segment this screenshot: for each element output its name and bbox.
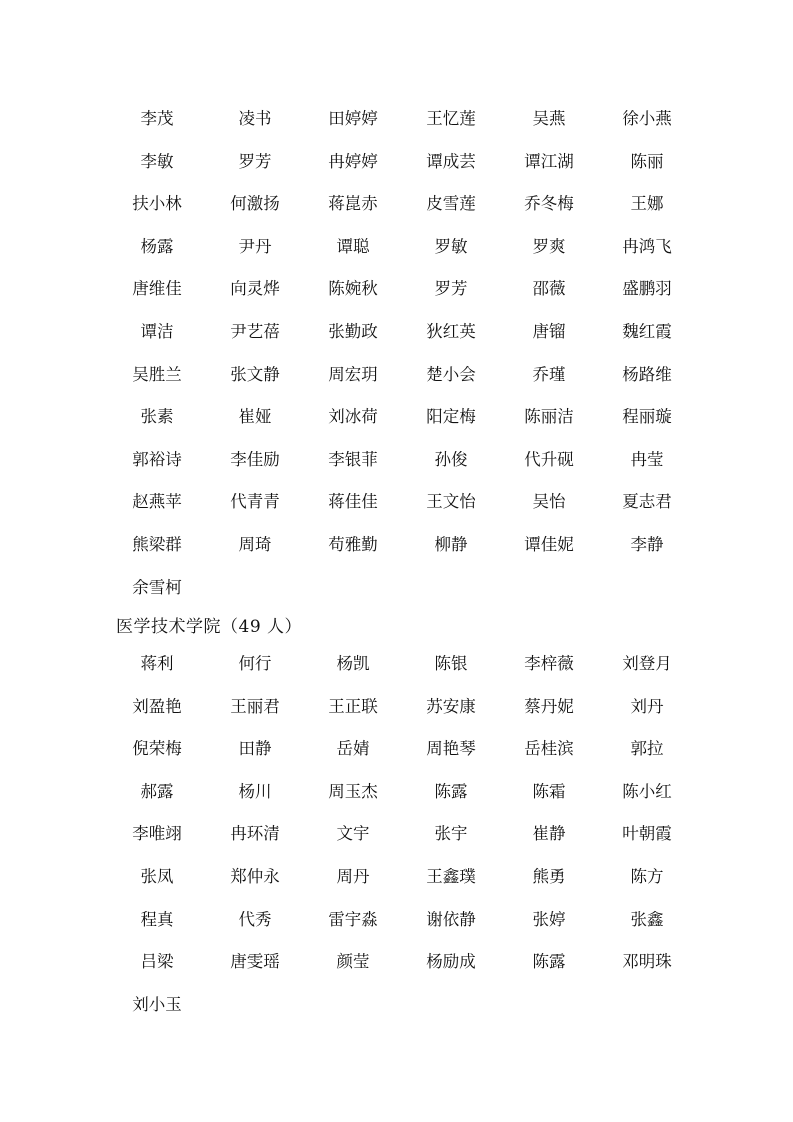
- name-entry: 刘小玉: [132, 994, 182, 1014]
- name-entry: 徐小燕: [622, 109, 672, 128]
- name-entry: 冉鸿飞: [622, 236, 672, 256]
- name-entry: 吴燕: [532, 109, 566, 128]
- name-entry: 苏安康: [426, 696, 476, 716]
- name-entry: 张凤: [140, 866, 174, 886]
- name-entry: 程丽璇: [622, 407, 672, 427]
- name-entry: 文宇: [336, 824, 370, 844]
- name-entry: 李静: [630, 534, 664, 554]
- name-entry: 杨励成: [426, 952, 476, 972]
- name-entry: 唐雯瑶: [230, 952, 280, 972]
- name-entry: 陈露: [434, 781, 468, 801]
- name-entry: 熊梁群: [132, 534, 182, 554]
- name-entry: 倪荣梅: [132, 739, 182, 759]
- name-entry: 王正联: [328, 696, 378, 716]
- name-entry: 杨凯: [336, 654, 370, 673]
- name-entry: 张素: [140, 407, 174, 427]
- name-entry: 孙俊: [434, 449, 468, 469]
- name-entry: 乔冬梅: [524, 194, 574, 214]
- name-entry: 柳静: [434, 534, 468, 554]
- name-entry: 陈露: [532, 952, 566, 972]
- name-entry: 陈小红: [622, 781, 672, 801]
- name-entry: 谭洁: [140, 321, 174, 341]
- name-entry: 蒋利: [140, 654, 174, 673]
- name-entry: 蒋佳佳: [328, 492, 378, 512]
- name-entry: 尹丹: [238, 236, 272, 256]
- name-entry: 张宇: [434, 824, 468, 844]
- name-entry: 熊勇: [532, 866, 566, 886]
- name-entry: 余雪柯: [132, 577, 182, 597]
- name-entry: 苟雅勤: [328, 534, 378, 554]
- name-entry: 程真: [140, 909, 174, 929]
- name-list-section-1: [108, 98, 696, 609]
- name-entry: 代青青: [230, 492, 280, 512]
- name-entry: 何行: [238, 654, 272, 673]
- name-entry: 李敏: [140, 151, 174, 171]
- name-entry: 代秀: [238, 909, 272, 929]
- name-entry: 何激扬: [230, 194, 280, 214]
- name-entry: 魏红霞: [622, 321, 672, 341]
- name-entry: 陈婉秋: [328, 279, 378, 299]
- name-entry: 陈方: [630, 866, 664, 886]
- name-entry: 李佳励: [230, 449, 280, 469]
- name-entry: 刘冰荷: [328, 407, 378, 427]
- name-entry: 周艳琴: [426, 739, 476, 759]
- name-entry: 刘丹: [630, 696, 664, 716]
- name-entry: 皮雪莲: [426, 194, 476, 214]
- name-entry: 崔静: [532, 824, 566, 844]
- name-entry: 扶小林: [132, 194, 182, 214]
- name-entry: 张鑫: [630, 909, 664, 929]
- name-entry: 唐维佳: [132, 279, 182, 299]
- name-entry: 赵燕苹: [132, 492, 182, 512]
- name-entry: 吴胜兰: [132, 364, 182, 384]
- name-entry: 代升砚: [524, 449, 574, 469]
- name-entry: 邓明珠: [622, 952, 672, 972]
- name-entry: 盛鹏羽: [622, 279, 672, 299]
- name-entry: 张勤政: [328, 321, 378, 341]
- name-entry: 李茂: [140, 109, 174, 128]
- name-entry: 冉环清: [230, 824, 280, 844]
- name-list-section-2: [108, 643, 696, 1026]
- name-entry: 周玉杰: [328, 781, 378, 801]
- name-entry: 陈霜: [532, 781, 566, 801]
- name-entry: 向灵烨: [230, 279, 280, 299]
- name-entry: 田静: [238, 739, 272, 759]
- name-entry: 杨川: [238, 781, 272, 801]
- name-entry: 周丹: [336, 866, 370, 886]
- name-entry: 周琦: [238, 534, 272, 554]
- name-entry: 罗爽: [532, 236, 566, 256]
- name-entry: 冉莹: [630, 449, 664, 469]
- name-entry: 刘盈艳: [132, 696, 182, 716]
- name-entry: 田婷婷: [328, 109, 378, 128]
- name-entry: 李唯翊: [132, 824, 182, 844]
- name-entry: 王娜: [630, 194, 664, 214]
- name-entry: 岳桂滨: [524, 739, 574, 759]
- name-entry: 叶朝霞: [622, 824, 672, 844]
- name-entry: 岳婧: [336, 739, 370, 759]
- name-entry: 杨露: [140, 236, 174, 256]
- name-entry: 吕梁: [140, 952, 174, 972]
- name-entry: 谭佳妮: [524, 534, 574, 554]
- name-entry: 邵薇: [532, 279, 566, 299]
- section-heading-medical-technology: 医学技术学院（49 人）: [116, 617, 303, 637]
- name-entry: 王忆莲: [426, 109, 476, 128]
- name-entry: 乔瑾: [532, 364, 566, 384]
- name-entry: 周宏玥: [328, 364, 378, 384]
- name-entry: 杨路维: [622, 364, 672, 384]
- name-entry: 谭聪: [336, 236, 370, 256]
- name-entry: 阳定梅: [426, 407, 476, 427]
- name-entry: 谭江湖: [524, 151, 574, 171]
- name-entry: 张婷: [532, 909, 566, 929]
- name-entry: 郑仲永: [230, 866, 280, 886]
- name-entry: 刘登月: [622, 654, 672, 673]
- name-entry: 王丽君: [230, 696, 280, 716]
- name-entry: 尹艺蓓: [230, 321, 280, 341]
- name-entry: 蔡丹妮: [524, 696, 574, 716]
- name-entry: 罗敏: [434, 236, 468, 256]
- name-entry: 张文静: [230, 364, 280, 384]
- name-entry: 罗芳: [238, 151, 272, 171]
- name-entry: 冉婷婷: [328, 151, 378, 171]
- name-entry: 王鑫璞: [426, 866, 476, 886]
- name-entry: 李梓薇: [524, 654, 574, 673]
- name-entry: 雷宇淼: [328, 909, 378, 929]
- name-entry: 楚小会: [426, 364, 476, 384]
- name-entry: 王文怡: [426, 492, 476, 512]
- name-entry: 陈丽洁: [524, 407, 574, 427]
- name-entry: 郭拉: [630, 739, 664, 759]
- name-entry: 夏志君: [622, 492, 672, 512]
- name-entry: 陈丽: [630, 151, 664, 171]
- name-entry: 谭成芸: [426, 151, 476, 171]
- name-entry: 唐镏: [532, 321, 566, 341]
- name-entry: 陈银: [434, 654, 468, 673]
- name-entry: 吴怡: [532, 492, 566, 512]
- name-entry: 蒋崑赤: [328, 194, 378, 214]
- name-entry: 凌书: [238, 109, 272, 128]
- name-entry: 李银菲: [328, 449, 378, 469]
- name-entry: 罗芳: [434, 279, 468, 299]
- name-entry: 颜莹: [336, 952, 370, 972]
- name-entry: 郭裕诗: [132, 449, 182, 469]
- name-entry: 谢依静: [426, 909, 476, 929]
- name-entry: 崔娅: [238, 407, 272, 427]
- name-entry: 狄红英: [426, 321, 476, 341]
- name-entry: 郝露: [140, 781, 174, 801]
